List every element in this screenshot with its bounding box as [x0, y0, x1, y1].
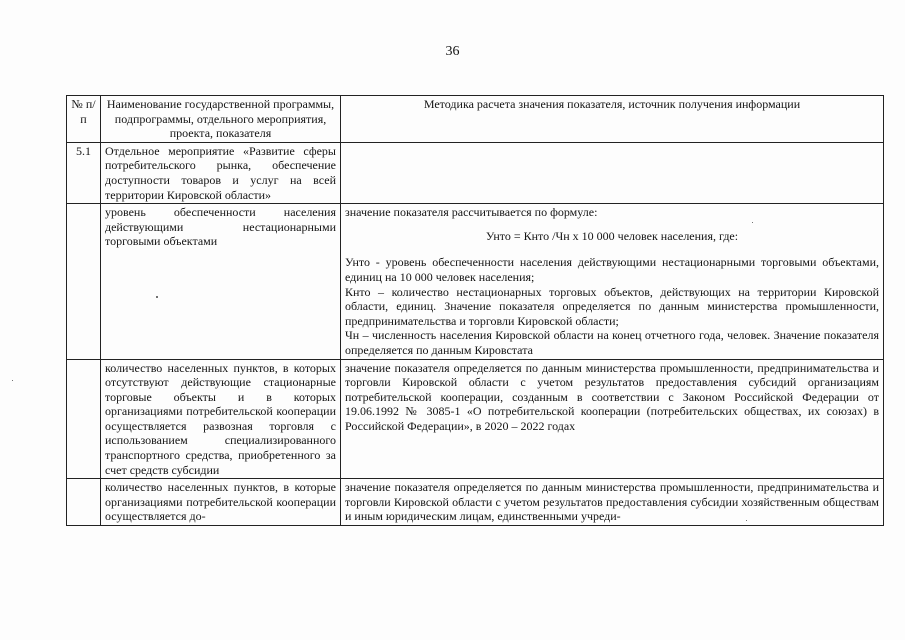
formula: Унто = Кнто /Чн х 10 000 человек населения, где:: [485, 228, 739, 243]
table-row: [67, 479, 884, 526]
table-header-row: [67, 96, 884, 143]
indicator-name: количество населенных пунктов, в которых отсутствуют действующие стационарные торговые объекты и в которых организациями потребительской кооперации осуществляется развозная торговля с использованием специализированного транспортного средства, приобретенного за счет средств субсидии: [101, 359, 341, 479]
indicator-name: количество населенных пунктов, в которые организациями потребительской кооперации осуществляется до-: [101, 479, 341, 526]
method-text: значение показателя определяется по данным министерства промышленности, предпринимательства и торговли Кировской области с учетом результатов предоставления субсидии хозяйственным обществам и иным юридическим лицам, единственными учреди-: [341, 479, 884, 526]
table-row: [67, 204, 884, 359]
method-text: значение показателя определяется по данным министерства промышленности, предпринимательства и торговли Кировской области с учетом результатов предоставления субсидий организациям потребительской кооперации, созданным в соответствии с Законом Российской Федерации от 19.06.1992 № 3085-1 «О потребительской кооперации (потребительских обществах, их союзах) в Российской Федерации», в 2020 – 2022 годах: [341, 359, 884, 479]
measure-name: Отдельное мероприятие «Развитие сферы потребительского рынка, обеспечение доступности товаров и услуг на всей территории Кировской области»: [101, 142, 341, 203]
row-number: [67, 479, 101, 526]
method-text: [341, 142, 884, 203]
definition-chn: Чн – численность населения Кировской области на конец отчетного года, человек. Значение показателя определяется по данным Кировстата: [345, 328, 879, 357]
method-intro: значение показателя рассчитывается по формуле:: [345, 205, 598, 220]
row-number: [67, 359, 101, 479]
scan-speck: [746, 520, 747, 521]
method-cell: [341, 204, 884, 359]
indicator-table: [66, 95, 884, 526]
definition-knto: Кнто – количество нестационарных торговых объектов, действующих на территории Кировской области, единиц. Значение показателя определяется по данным министерства промышленности, предпринимательства и торговли Кировской области;: [345, 284, 879, 328]
row-number: 5.1: [67, 142, 101, 203]
definition-unto: Унто - уровень обеспеченности населения действующими нестационарными торговыми объектами, единиц на 10 000 человек населения;: [345, 255, 879, 284]
scan-speck: [752, 222, 753, 223]
row-number: [67, 204, 101, 359]
scan-speck: [12, 380, 13, 381]
header-method: Методика расчета значения показателя, источник получения информации: [341, 96, 884, 143]
indicator-name: уровень обеспеченности населения действующими нестационарными торговыми объектами: [101, 204, 341, 359]
table-row: [67, 359, 884, 479]
scan-speck: [156, 296, 158, 298]
header-name: Наименование государственной программы, подпрограммы, отдельного мероприятия, проекта, показателя: [101, 96, 341, 143]
header-number: № п/п: [67, 96, 101, 143]
page-number: 36: [445, 44, 460, 59]
table-row: [67, 142, 884, 203]
